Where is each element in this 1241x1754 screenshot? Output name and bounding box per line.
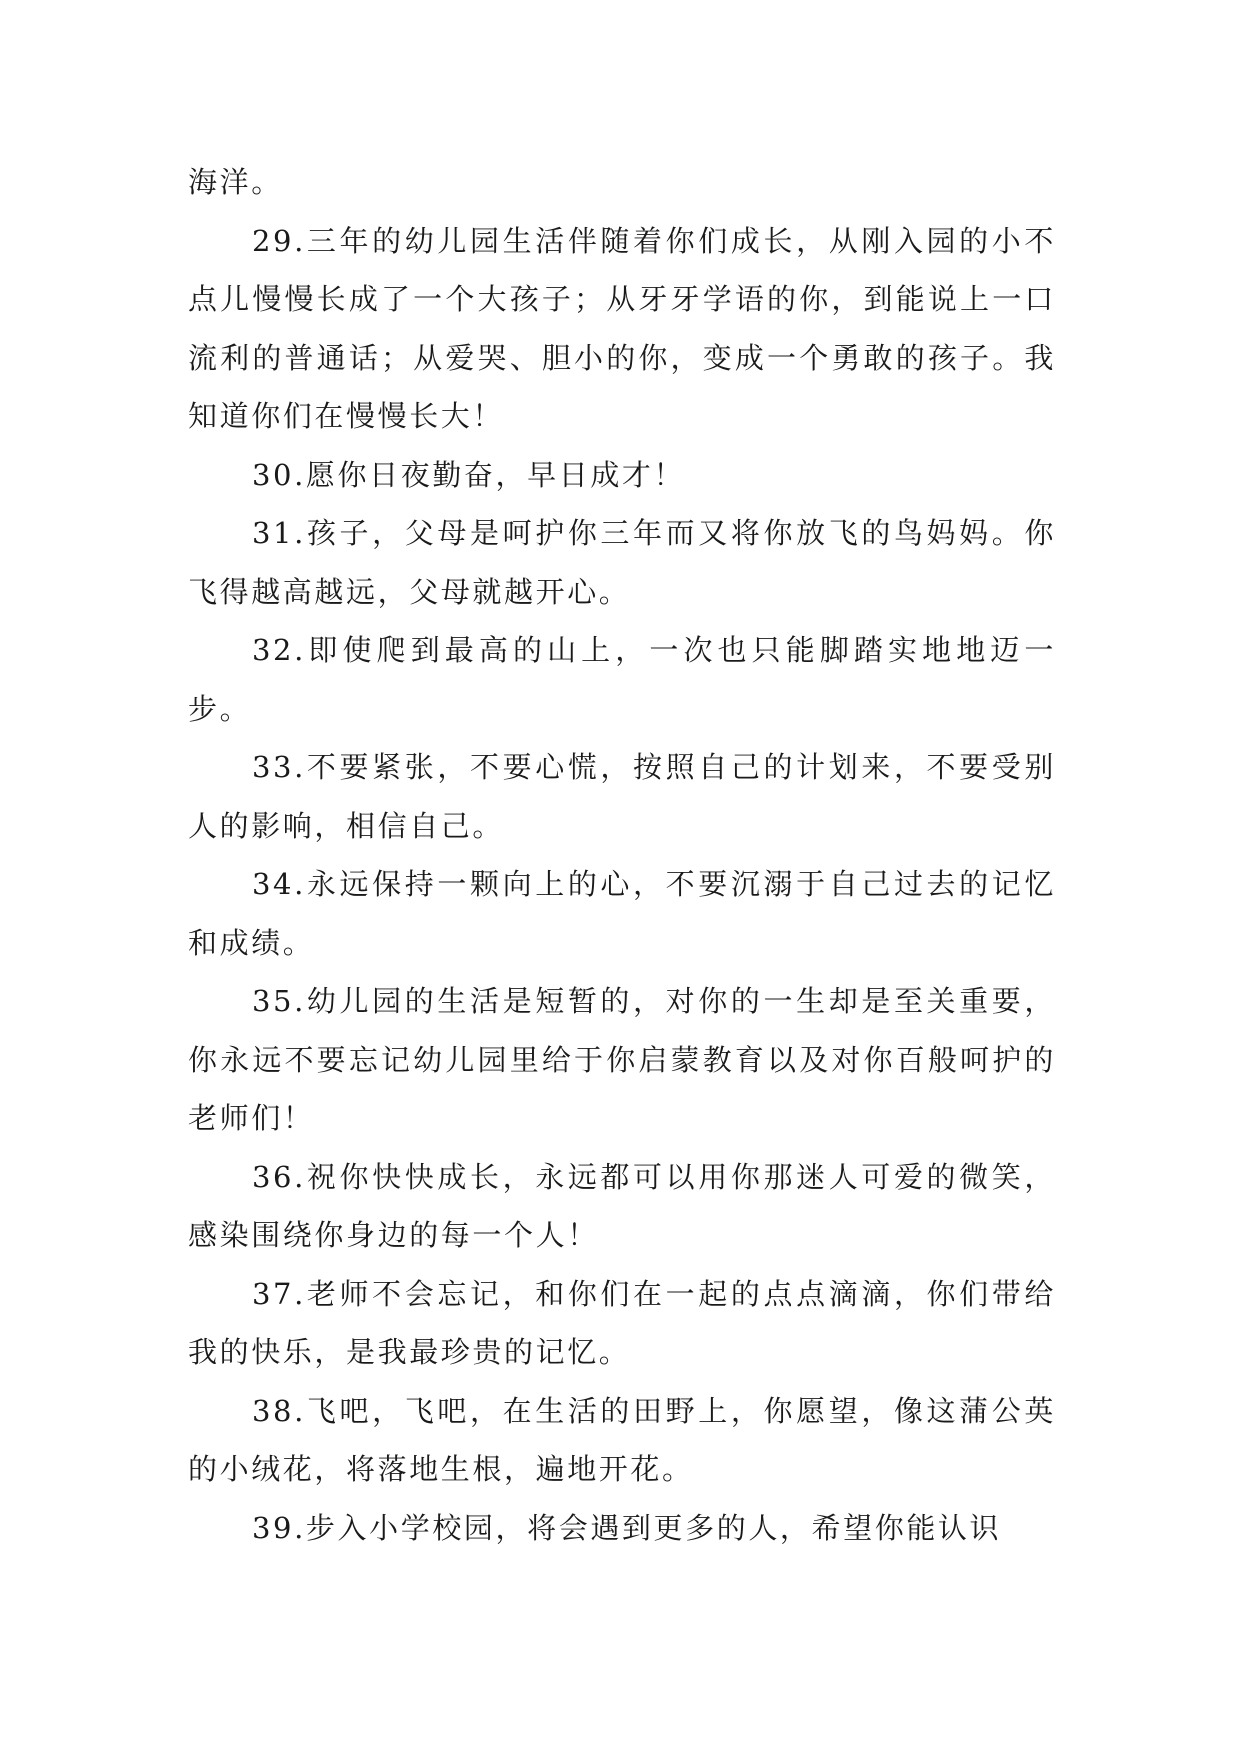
- paragraph-30: 30.愿你日夜勤奋，早日成才！: [252, 457, 686, 492]
- paragraph-37: 37.老师不会忘记，和你们在一起的点点滴滴，你们带给我的快乐，是我最珍贵的记忆。: [188, 1276, 1056, 1369]
- paragraph-38: 38.飞吧，飞吧，在生活的田野上，你愿望，像这蒲公英的小绒花，将落地生根，遍地开花。: [188, 1393, 1056, 1486]
- document-body: [188, 153, 1056, 1557]
- paragraph-36: 36.祝你快快成长，永远都可以用你那迷人可爱的微笑，感染围绕你身边的每一个人！: [188, 1159, 1056, 1252]
- paragraph-31: 31.孩子，父母是呵护你三年而又将你放飞的鸟妈妈。你飞得越高越远，父母就越开心。: [188, 516, 1056, 609]
- paragraph-39: 39.步入小学校园，将会遇到更多的人，希望你能认识: [252, 1510, 1002, 1545]
- paragraph-32: 32.即使爬到最高的山上，一次也只能脚踏实地地迈一步。: [188, 633, 1056, 726]
- paragraph-33: 33.不要紧张，不要心慌，按照自己的计划来，不要受别人的影响，相信自己。: [188, 750, 1056, 843]
- paragraph-35: 35.幼儿园的生活是短暂的，对你的一生却是至关重要，你永远不要忘记幼儿园里给于你启蒙教育以及对你百般呵护的老师们！: [188, 984, 1056, 1135]
- paragraph-34: 34.永远保持一颗向上的心，不要沉溺于自己过去的记忆和成绩。: [188, 867, 1056, 960]
- paragraph-29: 29.三年的幼儿园生活伴随着你们成长，从刚入园的小不点儿慢慢长成了一个大孩子；从牙牙学语的你，到能说上一口流利的普通话；从爱哭、胆小的你，变成一个勇敢的孩子。我知道你们在慢慢长大！: [188, 223, 1056, 433]
- paragraph-continuation: 海洋。: [188, 165, 283, 199]
